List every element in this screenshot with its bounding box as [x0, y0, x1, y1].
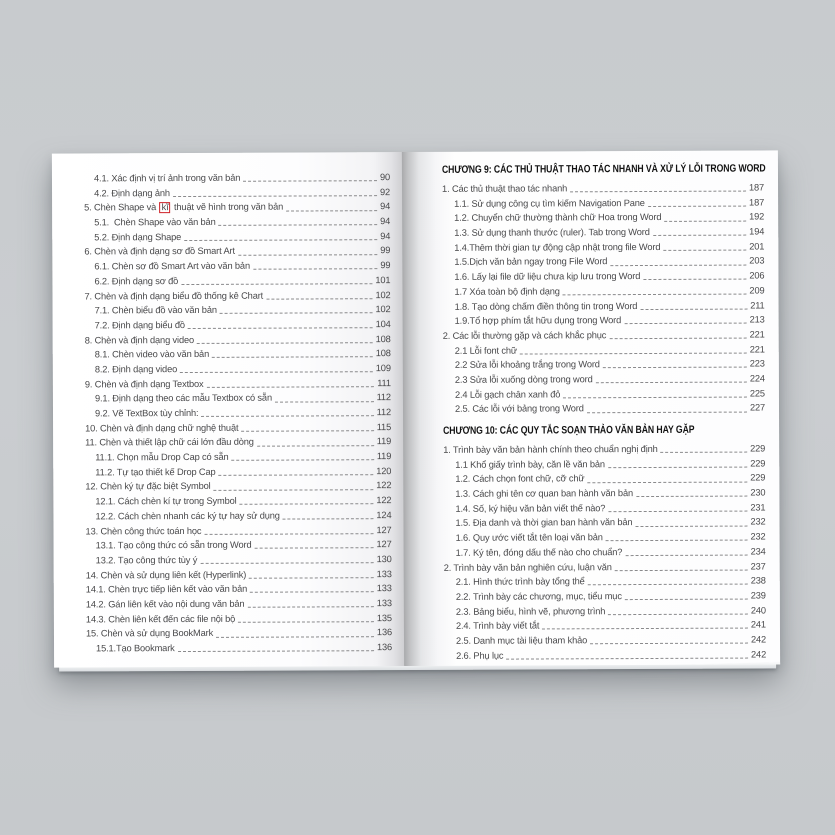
toc-entry-title: 14.2. Gán liên kết vào nội dung văn bản [85, 598, 245, 610]
dot-leader [184, 239, 377, 241]
toc-entry-page: 229 [750, 458, 766, 469]
toc-entry-page: 238 [750, 575, 766, 586]
toc-entry-title: 13.2. Tạo công thức tùy ý [95, 554, 198, 566]
chapter-9-header: CHƯƠNG 9: CÁC THỦ THUẬT THAO TÁC NHANH VÀ XỬ LÝ LỖI TRONG WORD [441, 162, 766, 176]
toc-row [444, 588, 766, 604]
toc-entry-title: 12.1. Cách chèn kí tự trong Symbol [95, 495, 237, 507]
dot-leader [609, 338, 746, 340]
toc-entry-page: 213 [749, 314, 765, 325]
toc-entry-page: 120 [376, 465, 392, 476]
toc-entry-title: 8.1. Chèn video vào văn bản [94, 349, 210, 360]
dot-leader [257, 445, 374, 447]
right-toc [442, 161, 766, 663]
toc-row [85, 479, 391, 495]
toc-row [443, 342, 765, 358]
toc-entry-page: 206 [749, 270, 765, 281]
toc-entry-page: 109 [375, 363, 391, 374]
toc-entry-page: 122 [376, 480, 392, 491]
toc-entry-title: 15. Chèn và sử dụng BookMark [85, 628, 214, 639]
toc-entry-title: 4.2. Định dạng ảnh [94, 187, 170, 199]
toc-entry-page: 119 [376, 436, 392, 447]
dot-leader [563, 294, 747, 296]
toc-entry-page: 94 [380, 201, 391, 212]
dot-leader [219, 474, 374, 476]
dot-leader [201, 415, 373, 417]
dot-leader [220, 313, 373, 315]
dot-leader [506, 657, 748, 659]
toc-row [442, 180, 764, 196]
toc-entry-page: 230 [750, 487, 766, 498]
dot-leader [610, 264, 746, 266]
toc-entry-title: 10. Chèn và định dạng chữ nghệ thuật [85, 422, 239, 434]
toc-entry-page: 187 [749, 197, 765, 208]
toc-row [86, 552, 392, 568]
toc-entry-page: 242 [750, 649, 767, 660]
toc-entry-title: 1.7. Ký tên, đóng dấu thế nào cho chuẩn? [455, 546, 623, 558]
dot-leader [197, 342, 373, 344]
dot-leader [238, 254, 377, 256]
toc-row [85, 420, 391, 436]
toc-row [85, 493, 391, 509]
toc-row [85, 523, 391, 539]
toc-entry-page: 229 [750, 472, 766, 483]
toc-row [444, 632, 766, 648]
toc-entry-title: 7.2. Định dạng biểu đồ [94, 319, 185, 331]
toc-entry-title: 2. Trình bày văn bản nghiên cứu, luận văn [443, 561, 612, 573]
toc-row [443, 471, 765, 487]
dot-leader [640, 308, 747, 309]
toc-entry-title: 4.1. Xác định vị trí ảnh trong văn bản [93, 172, 241, 184]
toc-row [85, 317, 391, 333]
toc-entry-title: 2. Các lỗi thường gặp và cách khắc phục [442, 330, 607, 341]
dot-leader [212, 357, 373, 359]
toc-entry-title: 5.1. Chèn Shape vào văn bản [94, 216, 216, 228]
toc-entry-title: 15.1.Tạo Bookmark [96, 643, 175, 654]
toc-row [442, 195, 764, 211]
toc-row [86, 537, 392, 553]
dot-leader [570, 191, 746, 193]
toc-entry-title: 12. Chèn ký tự đặc biệt Symbol [85, 481, 211, 492]
toc-entry-page: 229 [750, 443, 766, 454]
dot-leader [180, 371, 373, 373]
dot-leader [232, 459, 374, 461]
dot-leader [247, 606, 373, 608]
chapter-9-section [442, 161, 765, 416]
toc-entry-title: 6. Chèn và định dạng sơ đồ Smart Art [84, 246, 235, 257]
toc-entry-title: 1.8. Tạo dòng chấm điền thông tin trong Word [454, 300, 638, 312]
toc-row [86, 596, 392, 612]
toc-entry-title: 1.2. Cách chọn font chữ, cỡ chữ [455, 473, 585, 485]
toc-row [444, 530, 766, 546]
dot-leader [188, 327, 373, 329]
toc-row [443, 357, 765, 373]
left-page [52, 152, 404, 668]
highlight-box: kĩ [160, 202, 171, 213]
dot-leader [250, 592, 374, 594]
toc-entry-title: 14.1. Chèn trực tiếp liên kết vào văn bản [85, 583, 248, 595]
dot-leader [240, 503, 374, 505]
toc-entry-title: 5. Chèn Shape và kĩ thuật vẽ hình trong văn bản [84, 201, 284, 213]
toc-entry-page: 224 [749, 373, 765, 384]
toc-entry-title: 2.3. Bảng biểu, hình vẽ, phương trình [455, 605, 606, 617]
toc-entry-title: 1.7 Xóa toàn bộ định dạng [454, 286, 560, 297]
toc-entry-title: 1. Trình bày văn bản hành chính theo chuẩn nghị định [443, 443, 658, 455]
toc-row [84, 244, 390, 260]
toc-row [442, 239, 764, 255]
dot-leader [587, 411, 747, 413]
toc-entry-page: 104 [375, 318, 391, 330]
toc-entry-page: 112 [376, 407, 392, 418]
toc-entry-page: 102 [375, 289, 391, 300]
toc-entry-page: 135 [376, 612, 392, 623]
dot-leader [663, 249, 746, 250]
dot-leader [214, 489, 374, 491]
toc-row [443, 515, 765, 531]
chapter-10-rows [443, 441, 766, 663]
dot-leader [636, 496, 747, 497]
toc-entry-title: 1.5.Dịch văn bản ngay trong File Word [454, 256, 608, 268]
dot-leader [542, 628, 748, 630]
dot-leader [603, 367, 747, 369]
toc-entry-page: 240 [750, 605, 766, 616]
toc-entry-page: 225 [749, 388, 765, 399]
toc-row [443, 486, 765, 502]
toc-row [85, 332, 391, 348]
dot-leader [635, 525, 747, 526]
toc-entry-page: 108 [375, 348, 391, 359]
toc-entry-page: 127 [376, 524, 392, 535]
toc-entry-page: 99 [380, 245, 391, 256]
toc-entry-page: 124 [376, 509, 392, 520]
dot-leader [661, 452, 747, 453]
dot-leader [588, 584, 748, 586]
dot-leader [181, 283, 372, 285]
toc-row [443, 500, 765, 516]
toc-entry-title: 1.1 Khổ giấy trình bày, căn lề văn bản [455, 458, 605, 470]
toc-entry-page: 232 [750, 531, 766, 542]
toc-entry-title: 13. Chèn công thức toán học [85, 525, 202, 536]
toc-entry-page: 102 [375, 304, 391, 315]
toc-row [443, 386, 765, 402]
toc-entry-page: 221 [749, 329, 765, 340]
toc-entry-title: 2.5. Danh mục tài liệu tham khảo [455, 635, 588, 646]
dot-leader [204, 533, 373, 535]
toc-entry-title: 1.1. Sử dụng công cụ tìm kiếm Navigation Pane [454, 197, 645, 209]
toc-entry-page: 187 [748, 182, 765, 193]
toc-row [442, 269, 764, 285]
dot-leader [238, 621, 374, 623]
toc-entry-page: 242 [750, 634, 767, 645]
toc-row [84, 273, 390, 289]
chapter-9-rows [442, 180, 765, 416]
toc-row [443, 313, 765, 329]
toc-entry-title: 13.1. Tạo công thức có sẵn trong Word [95, 539, 252, 551]
toc-entry-page: 94 [380, 230, 391, 241]
dot-leader [643, 279, 746, 280]
toc-entry-title: 14. Chèn và sử dụng liên kết (Hyperlink) [85, 569, 247, 581]
dot-leader [173, 195, 377, 197]
dot-leader [664, 220, 746, 221]
dot-leader [275, 401, 374, 402]
toc-row [86, 581, 392, 597]
chapter-10-section [443, 422, 766, 663]
toc-row [86, 625, 392, 641]
toc-row [443, 401, 765, 417]
toc-row [85, 390, 391, 406]
toc-row [444, 574, 766, 590]
toc-entry-page: 101 [375, 274, 391, 285]
toc-row [85, 302, 391, 318]
toc-entry-title: 1.4.Thêm thời gian tự động cập nhật trong file Word [454, 241, 661, 253]
toc-entry-title: 1.4. Số, ký hiệu văn bản viết thế nào? [455, 502, 606, 514]
toc-entry-title: 2.3 Sửa lỗi xuống dòng trong word [454, 374, 593, 385]
toc-entry-page: 227 [749, 402, 766, 413]
toc-row [84, 229, 390, 245]
toc-entry-title: 1.6. Quy ước viết tắt tên loại văn bản [455, 532, 603, 543]
toc-entry-page: 136 [376, 642, 393, 653]
toc-entry-title: 6.1. Chèn sơ đồ Smart Art vào văn bản [94, 260, 250, 272]
left-toc [84, 170, 392, 656]
dot-leader [624, 323, 746, 325]
toc-entry-page: 239 [750, 590, 766, 601]
dot-leader [608, 466, 747, 468]
toc-entry-page: 223 [749, 358, 765, 369]
toc-entry-page: 133 [376, 598, 392, 609]
dot-leader [587, 481, 747, 483]
toc-row [85, 405, 391, 421]
toc-entry-title: 1.9.Tổ hợp phím tắt hữu dụng trong Word [454, 315, 622, 327]
toc-entry-page: 111 [377, 377, 391, 388]
dot-leader [266, 298, 372, 299]
toc-entry-title: 11.2. Tự tạo thiết kế Drop Cap [95, 466, 216, 478]
toc-row [85, 434, 391, 450]
dot-leader [615, 569, 748, 571]
toc-entry-page: 92 [379, 186, 391, 197]
toc-row [443, 327, 765, 343]
toc-row [443, 298, 765, 314]
toc-entry-page: 130 [376, 553, 392, 565]
toc-row [86, 640, 392, 656]
dot-leader [606, 540, 748, 542]
right-page [402, 150, 780, 666]
toc-row [444, 618, 766, 634]
toc-entry-page: 133 [376, 568, 392, 579]
book-spread [52, 150, 780, 667]
toc-entry-title: 7.1. Chèn biểu đồ vào văn bản [94, 305, 217, 316]
toc-entry-page: 119 [376, 451, 392, 462]
toc-entry-title: 12.2. Cách chèn nhanh các ký tự hay sử dụng [95, 510, 280, 522]
toc-entry-title: 5.2. Định dạng Shape [94, 231, 182, 243]
dot-leader [207, 386, 375, 388]
toc-entry-title: 2.4. Trình bày viết tắt [455, 620, 540, 632]
toc-row [442, 225, 764, 241]
toc-entry-title: 11. Chèn và thiết lập chữ cái lớn đầu dòng [85, 437, 254, 448]
dot-leader [596, 382, 747, 384]
dot-leader [520, 352, 747, 354]
toc-row [443, 441, 765, 457]
dot-leader [200, 562, 373, 564]
toc-entry-title: 9.2. Vẽ TextBox tùy chỉnh: [94, 407, 199, 419]
toc-entry-title: 1.6. Lấy lại file dữ liệu chưa kịp lưu trong Word [454, 271, 641, 282]
toc-entry-page: 209 [749, 285, 765, 296]
toc-entry-title: 1.2. Chuyển chữ thường thành chữ Hoa trong Word [454, 212, 662, 224]
toc-row [85, 361, 391, 377]
toc-entry-page: 201 [749, 241, 765, 252]
toc-row [85, 464, 391, 480]
toc-entry-title: 2.5. Các lỗi với bảng trong Word [454, 403, 584, 415]
toc-entry-title: 2.4 Lỗi gạch chân xanh đỏ [454, 388, 561, 400]
toc-row [85, 508, 391, 524]
toc-entry-title: 2.6. Phụ lục [456, 650, 504, 661]
toc-entry-title: 9.1. Định dạng theo các mẫu Textbox có sẵn [94, 392, 272, 404]
toc-entry-page: 94 [380, 216, 391, 227]
toc-entry-page: 221 [749, 344, 765, 355]
toc-row [443, 371, 765, 387]
dot-leader [625, 599, 748, 601]
toc-entry-page: 108 [375, 333, 391, 344]
toc-entry-page: 231 [750, 502, 766, 513]
toc-entry-page: 234 [750, 546, 766, 557]
toc-entry-title: 9. Chèn và định dạng Textbox [84, 378, 204, 390]
toc-entry-page: 232 [750, 516, 766, 527]
dot-leader [241, 430, 373, 432]
toc-entry-page: 112 [376, 392, 391, 403]
toc-entry-page: 136 [376, 627, 392, 638]
toc-row [84, 258, 390, 274]
toc-entry-page: 90 [379, 172, 391, 183]
toc-entry-title: 1.3. Cách ghi tên cơ quan ban hành văn bản [455, 488, 634, 499]
toc-entry-title: 2.1. Hình thức trình bày tổng thể [455, 576, 585, 588]
toc-row [84, 170, 390, 186]
dot-leader [590, 643, 748, 645]
toc-row [85, 376, 391, 392]
dot-leader [219, 224, 378, 226]
toc-row [84, 214, 390, 230]
chapter-10-header: CHƯƠNG 10: CÁC QUY TẮC SOẠN THẢO VĂN BẢN HAY GẶP [443, 423, 695, 437]
toc-row [86, 567, 392, 583]
toc-entry-title: 6.2. Định dạng sơ đồ [94, 275, 179, 287]
toc-entry-page: 127 [376, 539, 392, 550]
dot-leader [249, 577, 374, 579]
toc-row [85, 449, 391, 465]
toc-entry-title: 8. Chèn và định dạng video [84, 334, 195, 346]
toc-entry-page: 237 [750, 560, 766, 572]
toc-row [443, 456, 765, 472]
toc-row [444, 559, 766, 575]
toc-entry-page: 241 [750, 619, 766, 630]
toc-entry-title: 8.2. Định dạng video [94, 363, 178, 375]
toc-entry-title: 11.1. Chọn mẫu Drop Cap có sẵn [95, 451, 229, 463]
toc-entry-title: 1.3. Sử dụng thanh thước (ruler). Tab trong Word [454, 227, 650, 238]
toc-row [442, 254, 764, 270]
dot-leader [563, 396, 747, 398]
toc-entry-title: 1.5. Địa danh và thời gian ban hành văn bản [455, 517, 633, 529]
toc-row [84, 199, 390, 215]
toc-entry-title: 14.3. Chèn liên kết đến các file nội bộ [85, 613, 236, 625]
dot-leader [216, 636, 374, 638]
dot-leader [178, 650, 374, 652]
dot-leader [283, 518, 374, 519]
toc-entry-title: 2.2 Sửa lỗi khoảng trắng trong Word [454, 359, 600, 371]
toc-row [444, 647, 766, 663]
dot-leader [286, 210, 377, 211]
toc-row [442, 283, 764, 299]
dot-leader [243, 180, 377, 182]
dot-leader [253, 268, 377, 270]
toc-entry-page: 99 [380, 260, 391, 271]
dot-leader [648, 205, 746, 206]
dot-leader [608, 613, 748, 615]
toc-row [84, 288, 390, 304]
dot-leader [254, 548, 373, 550]
toc-row [84, 185, 390, 201]
dot-leader [608, 510, 747, 512]
toc-entry-page: 203 [749, 255, 765, 266]
toc-entry-page: 194 [749, 226, 765, 237]
toc-row [444, 544, 766, 560]
dot-leader [625, 555, 747, 557]
toc-row [444, 603, 766, 619]
toc-entry-title: 7. Chèn và định dạng biểu đồ thống kê Chart [84, 290, 264, 301]
toc-row [442, 210, 764, 226]
toc-row [86, 611, 392, 627]
toc-entry-title: 2.2. Trình bày các chương, mục, tiểu mục [455, 590, 622, 602]
toc-entry-page: 133 [376, 583, 392, 594]
toc-entry-title: 1. Các thủ thuật thao tác nhanh [442, 183, 568, 194]
toc-row [85, 346, 391, 362]
toc-entry-page: 192 [749, 211, 765, 222]
toc-entry-title: 2.1 Lỗi font chữ [454, 345, 518, 356]
toc-entry-page: 211 [750, 299, 765, 311]
dot-leader [653, 235, 746, 236]
toc-entry-page: 122 [376, 495, 392, 506]
toc-entry-page: 115 [376, 421, 392, 432]
